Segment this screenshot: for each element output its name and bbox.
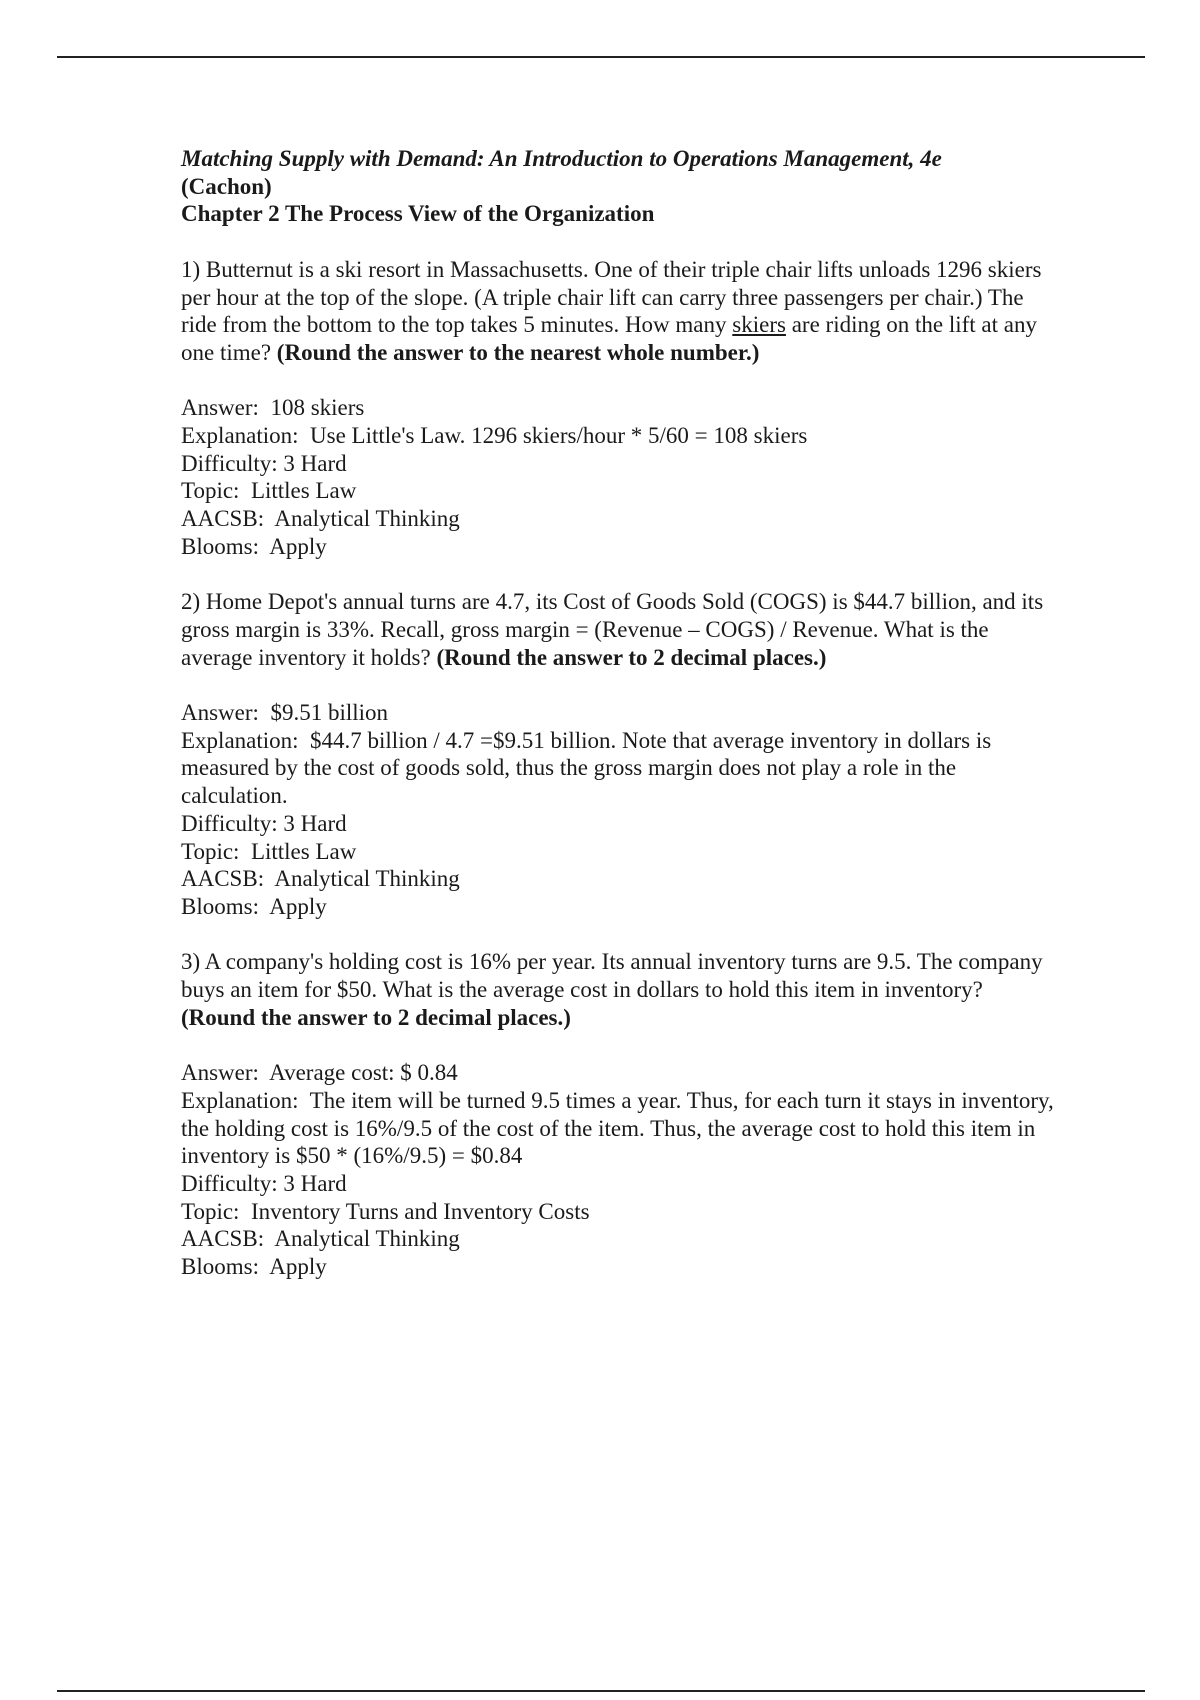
blooms-line: Blooms: Apply [181, 893, 327, 919]
difficulty-value: 3 Hard [283, 1170, 347, 1196]
question-3 [181, 948, 1061, 1280]
underlined-word: skiers [732, 312, 786, 338]
answer-value: 108 skiers [270, 395, 365, 421]
question-stem [181, 256, 1061, 367]
difficulty-line: Difficulty: 3 Hard [181, 810, 347, 836]
rounding-instruction: (Round the answer to the nearest whole number.) [276, 339, 760, 365]
aacsb-value: Analytical Thinking [274, 506, 460, 532]
aacsb-line: AACSB: Analytical Thinking [181, 506, 460, 532]
rounding-instruction: (Round the answer to 2 decimal places.) [436, 644, 827, 670]
aacsb-value: Analytical Thinking [274, 1226, 460, 1252]
question-number: 3) [181, 949, 201, 975]
question-2 [181, 588, 1061, 920]
author: (Cachon) [181, 173, 272, 199]
question-text: Home Depot's annual turns are 4.7, its Cost of Goods Sold (COGS) is $44.7 billion, and its gross margin is 33%. Recall, gross margin = (Revenue – COGS) / Revenue. What is the average inventory it holds? [181, 589, 1044, 670]
question-stem [181, 588, 1061, 671]
topic-line: Topic: Inventory Turns and Inventory Costs [181, 1198, 590, 1224]
bottom-rule [57, 1690, 1145, 1692]
question-text: A company's holding cost is 16% per year. Its annual inventory turns are 9.5. The company buys an item for $50. What is the average cost in dollars to hold this item in inventory? [181, 949, 1043, 1003]
question-stem [181, 948, 1061, 1031]
explanation-line: Explanation: The item will be turned 9.5 times a year. Thus, for each turn it stays in inventory, the holding cost is 16%/9.5 of the cost of the item. Thus, the average cost to hold this item in inventory is $50 * (16%/9.5) = $0.84 [181, 1087, 1054, 1169]
document-body [181, 145, 1061, 1281]
blooms-value: Apply [269, 533, 327, 559]
topic-value: Littles Law [250, 478, 357, 504]
book-title: Matching Supply with Demand: An Introduction to Operations Management, 4e [181, 146, 942, 171]
aacsb-line: AACSB: Analytical Thinking [181, 1226, 460, 1252]
difficulty-value: 3 Hard [283, 450, 347, 476]
answer-block [181, 699, 1061, 921]
top-rule [57, 56, 1145, 58]
aacsb-line: AACSB: Analytical Thinking [181, 866, 460, 892]
aacsb-value: Analytical Thinking [274, 866, 460, 892]
topic-value: Inventory Turns and Inventory Costs [250, 1198, 590, 1224]
difficulty-line: Difficulty: 3 Hard [181, 450, 347, 476]
explanation-value: The item will be turned 9.5 times a year. Thus, for each turn it stays in inventory, the holding cost is 16%/9.5 of the cost of the item. Thus, the average cost to hold this item in inventory is $50 * (16%/9.5) = $0.84 [181, 1087, 1054, 1169]
explanation-line: Explanation: Use Little's Law. 1296 skiers/hour * 5/60 = 108 skiers [181, 423, 808, 448]
difficulty-line: Difficulty: 3 Hard [181, 1170, 347, 1196]
answer-block [181, 1059, 1061, 1281]
rounding-instruction: (Round the answer to 2 decimal places.) [181, 1004, 571, 1030]
chapter-title: Chapter 2 The Process View of the Organization [181, 201, 655, 227]
question-1 [181, 256, 1061, 561]
blooms-line: Blooms: Apply [181, 533, 327, 559]
answer-line: Answer: $9.51 billion [181, 700, 388, 725]
question-text: Butternut is a ski resort in Massachusetts. One of their triple chair lifts unloads 1296 skiers per hour at the top of the slope. (A triple chair lift can carry three passengers per chair.) The ride from the bottom to the top takes 5 minutes. How many [181, 256, 1042, 338]
difficulty-value: 3 Hard [283, 810, 347, 836]
explanation-line: Explanation: $44.7 billion / 4.7 =$9.51 billion. Note that average inventory in dollars is measured by the cost of goods sold, thus the gross margin does not play a role in the calculation. [181, 727, 992, 809]
blooms-line: Blooms: Apply [181, 1254, 327, 1280]
answer-line: Answer: Average cost: $ 0.84 [181, 1060, 458, 1086]
answer-line: Answer: 108 skiers [181, 395, 365, 421]
topic-line: Topic: Littles Law [181, 838, 357, 864]
question-number: 2) [181, 589, 201, 615]
document-heading [181, 145, 1061, 228]
explanation-value: Use Little's Law. 1296 skiers/hour * 5/60 = 108 skiers [310, 423, 808, 448]
topic-line: Topic: Littles Law [181, 478, 357, 504]
question-number: 1) [181, 256, 201, 282]
answer-value: Average cost: $ 0.84 [269, 1060, 458, 1086]
explanation-value: $44.7 billion / 4.7 =$9.51 billion. Note that average inventory in dollars is measured by the cost of goods sold, thus the gross margin does not play a role in the calculation. [181, 727, 992, 809]
answer-block [181, 394, 1061, 560]
blooms-value: Apply [269, 1254, 327, 1280]
answer-value: $9.51 billion [270, 700, 388, 725]
topic-value: Littles Law [250, 838, 357, 864]
blooms-value: Apply [269, 893, 327, 919]
question-text-continued: are riding on the lift at any one time? [181, 312, 1037, 365]
